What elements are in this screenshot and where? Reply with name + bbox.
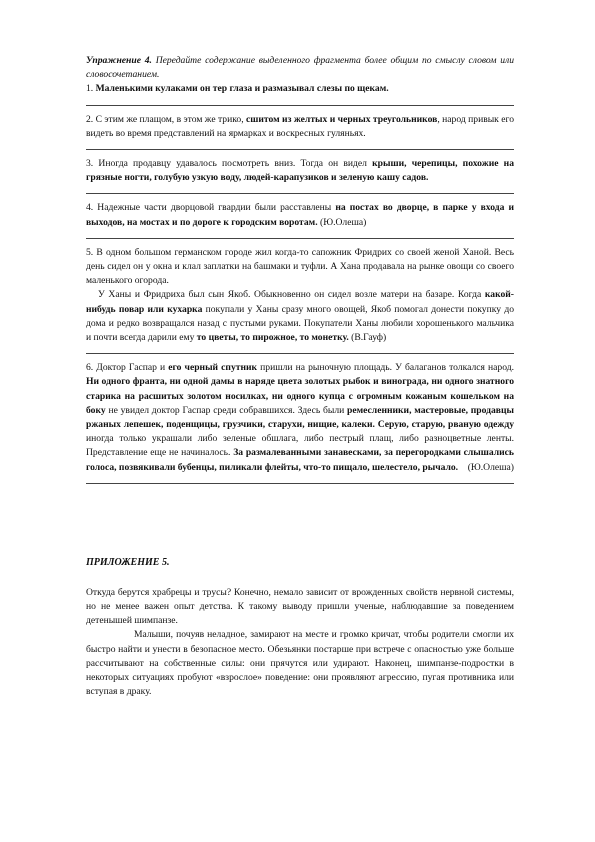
item-5-text-b: покупали у Ханы сразу много овощей, Якоб помогал донести покупку до дома и редко возвращался назад с пустыми руками. Покупатели Ханы любили хорошенького мальчика и почти всегда дарили ему xyxy=(86,303,514,344)
exercise-instruction-text: Передайте содержание выделенного фрагмента более общим по смыслу словом или словосочетанием. xyxy=(86,55,514,81)
item-6-text-a: 6. Доктор Гаспар и xyxy=(86,362,169,374)
item-4-text: 4. Надежные части дворцовой гвардии были расставлены xyxy=(86,202,336,214)
document-page xyxy=(86,54,514,700)
item-2-text-after: , народ привык его видеть во время представлений на ярмарках и воскресных гуляньях. xyxy=(86,113,515,139)
item-2-text: 2. С этим же плащом, в этом же трико, xyxy=(86,113,247,125)
item-1-number: 1. xyxy=(86,83,96,95)
answer-line-3[interactable] xyxy=(86,193,514,194)
item-6-text-c: не увидел доктор Гаспар среди собравшихся. Здесь были xyxy=(105,404,348,416)
item-5-highlighted-1: какой-нибудь повар или кухарка xyxy=(86,289,514,315)
exercise-item-3 xyxy=(86,157,514,185)
item-4-highlighted: на постах во дворце, в парке у входа и выходов, на мостах и по дороге к городским воротам. xyxy=(86,202,514,228)
item-3-highlighted: крыши, черепицы, похожие на грязные ногти, голубую узкую воду, людей-карапузиков и зеленую кашу садов. xyxy=(86,158,515,184)
answer-line-1[interactable] xyxy=(86,105,514,106)
exercise-item-1 xyxy=(86,82,514,96)
exercise-instruction xyxy=(86,54,514,82)
answer-line-6[interactable] xyxy=(86,483,514,484)
exercise-item-5-para-2 xyxy=(86,288,514,345)
exercise-item-4 xyxy=(86,201,514,229)
item-5-author: (В.Гауф) xyxy=(348,332,387,344)
item-5-highlighted-2: то цветы, то пирожное, то монетку. xyxy=(196,332,349,344)
item-6-text-b: пришли на рыночную площадь. У балаганов толкался народ. xyxy=(257,362,514,374)
item-4-author: (Ю.Олеша) xyxy=(317,216,367,228)
appendix-paragraph-2: Малыши, почуяв неладное, замирают на месте и громко кричат, чтобы родители смогли их быстро найти и унести в безопасное место. Обезьянки постарше при встрече с опасностью уже больше рассчитывают на собственные силы: они прячутся или удирают. Наконец, шимпанзе-подростки в некоторых ситуациях пробуют «взрослое» поведение: они проявляют агрессию, пугая противника или вступая в драку. xyxy=(86,629,514,698)
appendix-paragraph-1: Откуда берутся храбрецы и трусы? Конечно, немало зависит от врожденных свойств нервной системы, но не менее важен опыт детства. К такому выводу пришли ученые, наблюдавшие за поведением детенышей шимпанзе. xyxy=(86,586,514,627)
answer-line-2[interactable] xyxy=(86,149,514,150)
item-3-text: 3. Иногда продавцу удавалось посмотреть вниз. Тогда он видел xyxy=(86,158,373,170)
item-5-text-a: У Ханы и Фридриха был сын Якоб. Обыкновенно он сидел возле матери на базаре. Когда xyxy=(98,289,485,301)
answer-line-5[interactable] xyxy=(86,353,514,354)
exercise-item-5-para-1: 5. В одном большом германском городе жил когда-то сапожник Фридрих со своей женой Ханой. Весь день сидел он у окна и клал заплатки на башмаки и туфли. А Хана продавала на рынке овощи со своего маленького огорода. xyxy=(86,246,514,287)
appendix-title: ПРИЛОЖЕНИЕ 5. xyxy=(86,556,170,568)
item-2-highlighted: сшитом из желтых и черных треугольников xyxy=(246,113,438,125)
item-6-author: (Ю.Олеша) xyxy=(467,461,514,473)
item-6-highlighted-b: Ни одного франта, ни одной дамы в наряде цвета золотых рыбок и винограда, ни одного знатного старика на расшитых золотом носилках, ни одного купца с огромным кожаным кошельком на боку xyxy=(86,376,514,416)
item-6-highlighted-d: Серую, старую, рваную одежду xyxy=(377,419,514,431)
item-6-highlighted-c: ремесленники, мастеровые, продавцы ржаных лепешек, поденщицы, грузчики, старухи, нищие, калеки. xyxy=(86,404,515,431)
exercise-item-2 xyxy=(86,113,514,141)
item-6-highlighted-e: За размалеванными занавесками, за перегородками слышались голоса, позвякивали бубенцы, пиликали флейты, что-то пищало, шелестело, рычало. xyxy=(86,447,514,473)
item-6-text-e: иногда только украшали либо зеленые обшлага, либо пестрый плащ, либо разноцветные ленты. Представление еще не начиналось. xyxy=(86,433,514,459)
exercise-title: Упражнение 4. xyxy=(86,55,152,66)
exercise-item-6 xyxy=(86,361,514,475)
answer-line-4[interactable] xyxy=(86,238,514,239)
item-6-highlighted-a: его черный спутник xyxy=(168,362,258,374)
item-1-highlighted: Маленькими кулаками он тер глаза и размазывал слезы по щекам. xyxy=(95,83,389,95)
